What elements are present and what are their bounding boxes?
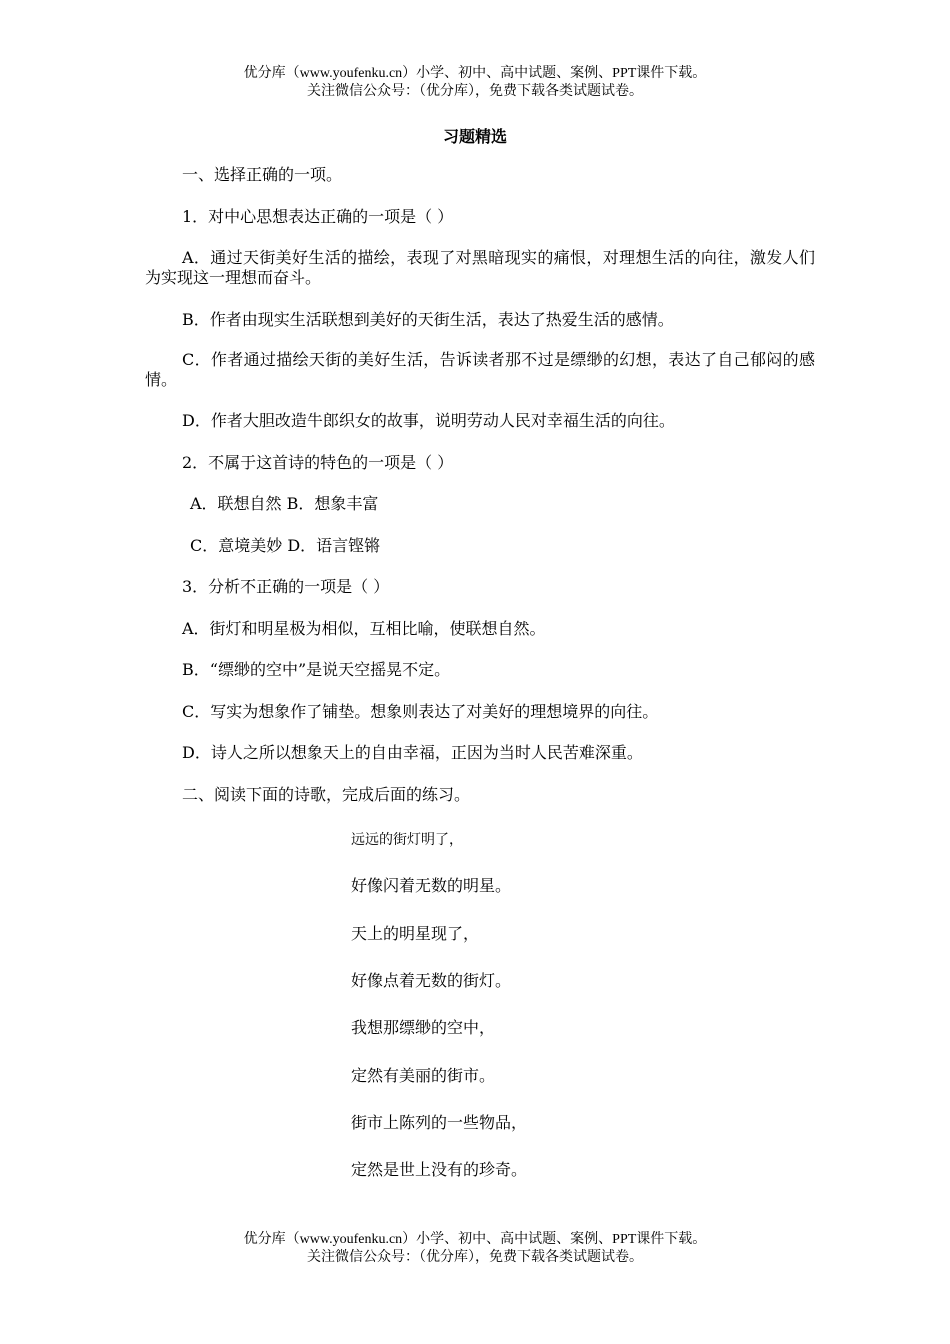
poem-line: 定然是世上没有的珍奇。 <box>351 1160 528 1179</box>
question-3-option-b: B．“缥缈的空中”是说天空摇晃不定。 <box>182 660 451 679</box>
question-2-stem: 2．不属于这首诗的特色的一项是（ ） <box>182 453 454 472</box>
question-3-option-c: C．写实为想象作了铺垫。想象则表达了对美好的理想境界的向往。 <box>182 702 659 721</box>
poem-line: 定然有美丽的街市。 <box>351 1066 496 1085</box>
question-1-option-d: D．作者大胆改造牛郎织女的故事，说明劳动人民对幸福生活的向往。 <box>182 411 675 430</box>
question-3-option-a: A．街灯和明星极为相似，互相比喻，使联想自然。 <box>182 619 546 638</box>
page-title: 习题精选 <box>442 127 507 146</box>
poem-line: 好像点着无数的街灯。 <box>351 971 512 990</box>
question-1-option-c: C．作者通过描绘天街的美好生活，告诉读者那不过是缥缈的幻想，表达了自己郁闷的感情。 <box>145 350 815 389</box>
question-1-option-b: B．作者由现实生活联想到美好的天街生活，表达了热爱生活的感情。 <box>182 310 674 329</box>
page-header <box>0 65 950 101</box>
question-3-option-d: D．诗人之所以想象天上的自由幸福，正因为当时人民苦难深重。 <box>182 743 643 762</box>
footer-line-2: 关注微信公众号：（优分库），免费下载各类试题试卷。 <box>307 1250 643 1265</box>
question-2-options-ab: A．联想自然 B．想象丰富 <box>190 494 379 513</box>
poem-line: 远远的街灯明了， <box>351 832 463 848</box>
poem-line: 街市上陈列的一些物品， <box>351 1113 528 1132</box>
question-1-option-a: A．通过天街美好生活的描绘，表现了对黑暗现实的痛恨，对理想生活的向往，激发人们为实现这一理想而奋斗。 <box>145 248 815 287</box>
poem-line: 好像闪着无数的明星。 <box>351 876 512 895</box>
page-footer <box>0 1231 950 1267</box>
section-2-heading: 二、阅读下面的诗歌，完成后面的练习。 <box>182 785 471 804</box>
header-line-1: 优分库（www.youfenku.cn）小学、初中、高中试题、案例、PPT课件下载。 <box>243 66 707 81</box>
poem-line: 天上的明星现了， <box>351 924 480 943</box>
footer-line-1: 优分库（www.youfenku.cn）小学、初中、高中试题、案例、PPT课件下载。 <box>243 1232 707 1247</box>
question-3-stem: 3．分析不正确的一项是（ ） <box>182 577 390 596</box>
section-1-heading: 一、选择正确的一项。 <box>182 165 343 184</box>
question-2-options-cd: C．意境美妙 D．语言铿锵 <box>190 536 381 555</box>
header-line-2: 关注微信公众号：（优分库），免费下载各类试题试卷。 <box>307 84 643 99</box>
question-1-stem: 1．对中心思想表达正确的一项是（ ） <box>182 207 454 226</box>
poem-line: 我想那缥缈的空中， <box>351 1018 496 1037</box>
